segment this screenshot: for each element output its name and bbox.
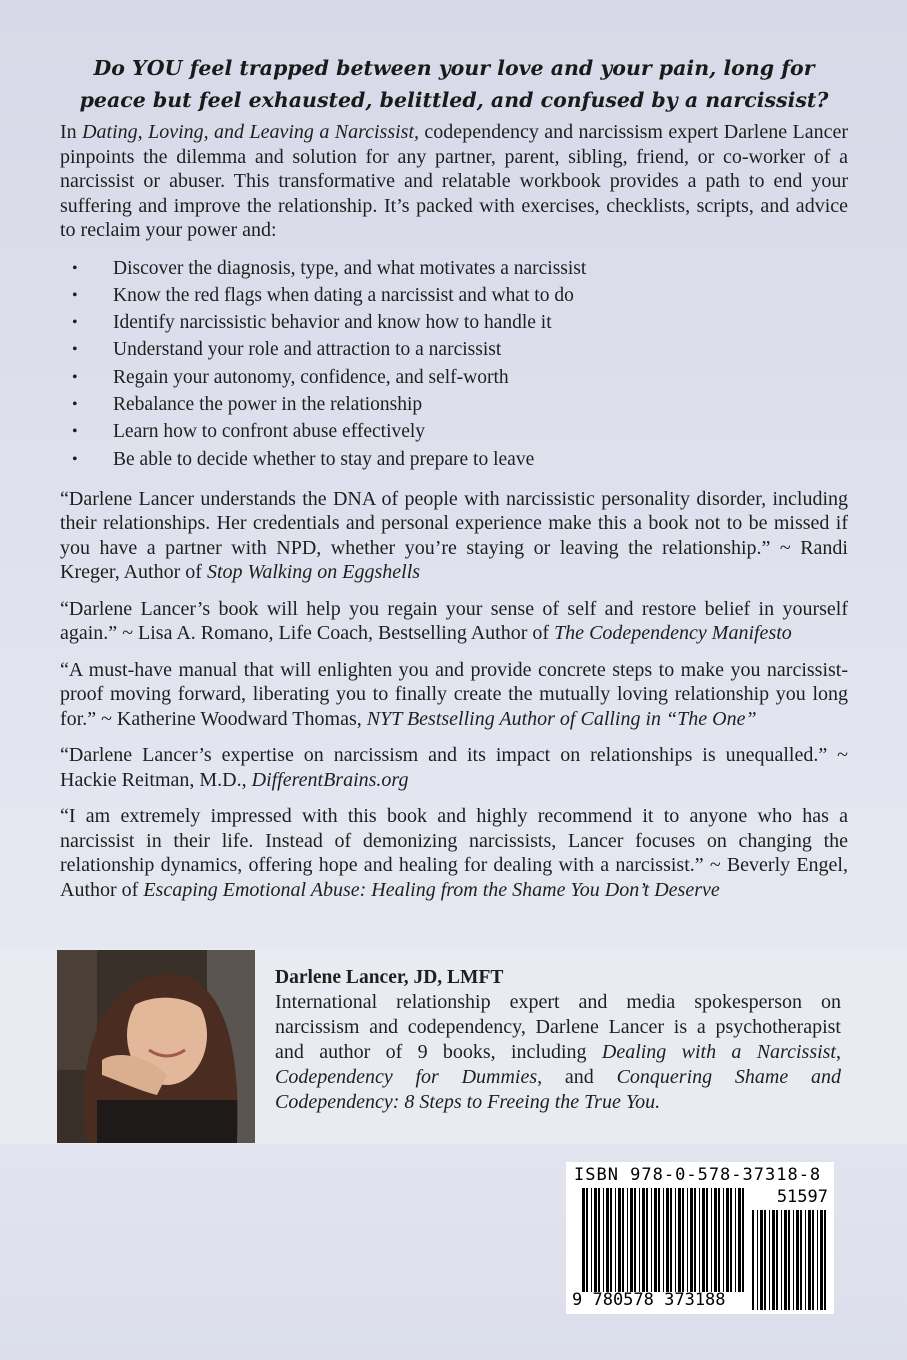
barcode-bar — [627, 1188, 628, 1292]
bio-text-a: International relationship expert and media spokesperson on narcissism and codependency, Darlene Lancer is a psychotherapist and author of 9 books, including — [275, 991, 841, 1063]
barcode-bar — [784, 1210, 787, 1310]
barcode-bar — [796, 1210, 799, 1310]
testimonial-text: “Darlene Lancer understands the DNA of people with narcissistic personality disorder, including their relationships. Her credentials and personal experience make this a book not to be missed if you have a partner with NPD, whether you’re staying or leaving the relationship.” ~ Randi Kreger, Author of — [60, 487, 848, 584]
barcode-bar — [752, 1210, 754, 1310]
testimonial-thomas — [60, 658, 848, 732]
testimonial-source-title: DifferentBrains.org — [251, 768, 409, 791]
list-item: • Know the red flags when dating a narcissist and what to do — [60, 282, 848, 309]
barcode-bar — [678, 1188, 681, 1292]
barcode-digits: 9 780578 373188 — [572, 1290, 726, 1310]
testimonial-text: “A must-have manual that will enlighten you and provide concrete steps to make you narcissist-proof moving forward, liberating you to finally create the mutually loving relationship you long for.” ~ Katherine Woodward Thomas, — [60, 658, 848, 730]
barcode-bar — [634, 1188, 636, 1292]
barcode-bar — [702, 1188, 705, 1292]
barcode-bar — [738, 1188, 741, 1292]
barcode-bar — [788, 1210, 790, 1310]
back-cover-text — [60, 52, 848, 902]
barcode-bar — [793, 1210, 794, 1310]
author-bio — [275, 965, 841, 1115]
list-item: • Discover the diagnosis, type, and what motivates a narcissist — [60, 255, 848, 282]
barcode-bar — [812, 1210, 814, 1310]
barcode-bar — [699, 1188, 700, 1292]
list-item: • Be able to decide whether to stay and prepare to leave — [60, 446, 848, 473]
barcode-bar — [760, 1210, 763, 1310]
intro-post: codependency and narcissism expert Darlene Lancer pinpoints the dilemma and solution for any partner, parent, sibling, friend, or co-worker of a narcissist or abuser. This transformative and relatable workbook provides a path to end your suffering and improve the relationship. It’s packed with exercises, checklists, scripts, and advice to reclaim your power and: — [60, 121, 848, 241]
barcode-bar — [781, 1210, 782, 1310]
barcode-bar — [711, 1188, 712, 1292]
benefits-list — [60, 255, 848, 473]
testimonial-text: “Darlene Lancer’s expertise on narcissism and its impact on relationships is unequalled.” ~ Hackie Reitman, M.D., — [60, 744, 848, 791]
barcode-bar — [594, 1188, 597, 1292]
barcode-bar — [663, 1188, 664, 1292]
testimonial-text: “I am extremely impressed with this book and highly recommend it to anyone who has a narcissist in their life. Instead of demonizing narcissists, Lancer focuses on changing the relationship dynamics, offering hope and healing for dealing with a narcissist.” ~ Beverly Engel, Author of — [60, 805, 848, 901]
barcode-bar — [642, 1188, 645, 1292]
testimonial-engel — [60, 804, 848, 902]
testimonial-kreger — [60, 487, 848, 585]
testimonial-source-title: The Codependency Manifesto — [554, 622, 792, 645]
barcode-bar — [651, 1188, 652, 1292]
testimonial-text: “Darlene Lancer’s book will help you regain your sense of self and restore belief in yourself again.” ~ Lisa A. Romano, Life Coach, Bestselling Author of — [60, 597, 848, 645]
barcode-bar — [675, 1188, 676, 1292]
barcode-bar — [670, 1188, 672, 1292]
testimonial-source-title: Escaping Emotional Abuse: Healing from the Shame You Don’t Deserve — [143, 878, 720, 901]
barcode-bar — [682, 1188, 684, 1292]
barcode-bar — [718, 1188, 720, 1292]
barcode-bar — [690, 1188, 693, 1292]
book-title: Conquering Shame and Codependency: 8 Steps to Freeing the True You. — [275, 1066, 841, 1113]
barcode-bar — [800, 1210, 802, 1310]
barcode-bar — [820, 1210, 823, 1310]
barcode-bar — [764, 1210, 766, 1310]
barcode-bar — [654, 1188, 657, 1292]
barcode-bar — [772, 1210, 775, 1310]
list-item: • Rebalance the power in the relationship — [60, 391, 848, 418]
list-item: • Learn how to confront abuse effectively — [60, 418, 848, 445]
barcode-bar — [586, 1188, 588, 1292]
barcode-bar — [726, 1188, 729, 1292]
testimonial-romano — [60, 597, 848, 646]
barcode-bar — [606, 1188, 609, 1292]
author-name: Darlene Lancer, JD, LMFT — [275, 967, 504, 988]
barcode-bar — [817, 1210, 818, 1310]
barcode-bar — [603, 1188, 604, 1292]
barcode-bar — [742, 1188, 744, 1292]
list-item: • Understand your role and attraction to a narcissist — [60, 336, 848, 363]
intro-book-title: Dating, Loving, and Leaving a Narcissist, — [82, 121, 420, 143]
barcode-bar — [582, 1188, 585, 1292]
barcode-bar — [666, 1188, 669, 1292]
barcode-bar — [824, 1210, 826, 1310]
testimonial-source-title: NYT Bestselling Author of Calling in “The One” — [366, 707, 757, 730]
barcode-bar — [687, 1188, 688, 1292]
barcode-bar — [610, 1188, 612, 1292]
intro-paragraph — [60, 120, 848, 243]
barcode-bar — [658, 1188, 660, 1292]
barcode-bar — [694, 1188, 696, 1292]
author-bio-text — [275, 990, 841, 1115]
intro-pre: In — [60, 121, 83, 143]
bio-separator: , and — [537, 1066, 617, 1088]
author-portrait-graphic — [57, 950, 255, 1143]
author-photo — [57, 950, 255, 1143]
barcode-bar — [598, 1188, 600, 1292]
barcode-bar — [622, 1188, 624, 1292]
barcode-bar — [769, 1210, 770, 1310]
barcode-bar — [615, 1188, 616, 1292]
barcode-bar — [808, 1210, 811, 1310]
barcode-bar — [646, 1188, 648, 1292]
barcode-bar — [805, 1210, 806, 1310]
barcode-bar — [630, 1188, 633, 1292]
bio-separator: , — [836, 1041, 841, 1063]
list-item: • Identify narcissistic behavior and know how to handle it — [60, 309, 848, 336]
barcode-bar — [618, 1188, 621, 1292]
barcode-bar — [639, 1188, 640, 1292]
barcode-bar — [735, 1188, 736, 1292]
price-code: 51597 — [776, 1187, 828, 1207]
isbn-text: ISBN 978-0-578-37318-8 — [574, 1165, 822, 1185]
testimonial-reitman — [60, 743, 848, 792]
barcode-bar — [714, 1188, 717, 1292]
barcode-bar — [730, 1188, 732, 1292]
barcode-bar — [723, 1188, 724, 1292]
barcode-bar — [706, 1188, 708, 1292]
headline: Do YOU feel trapped between your love and your pain, long for peace but feel exhausted, belittled, and confused by a narcissist? — [79, 56, 829, 112]
barcode-bar — [757, 1210, 758, 1310]
book-title: Codependency for Dummies — [275, 1066, 538, 1088]
barcode-bar — [776, 1210, 778, 1310]
list-item: • Regain your autonomy, confidence, and self-worth — [60, 364, 848, 391]
barcode-bar — [591, 1188, 592, 1292]
isbn-barcode — [566, 1162, 834, 1314]
testimonial-source-title: Stop Walking on Eggshells — [206, 561, 421, 584]
book-title: Dealing with a Narcissist — [601, 1041, 836, 1063]
